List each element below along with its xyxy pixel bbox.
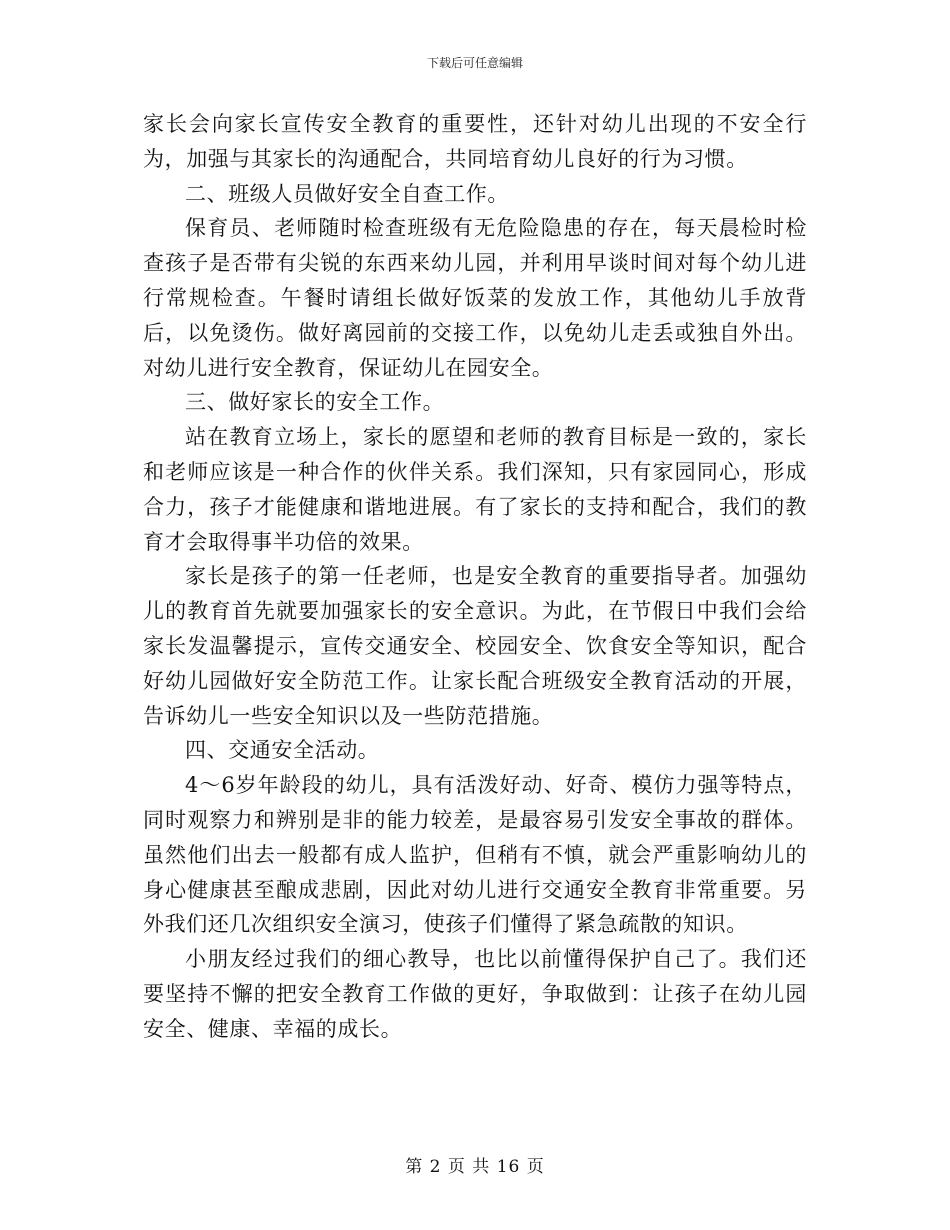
paragraph: 站在教育立场上，家长的愿望和老师的教育目标是一致的，家长和老师应该是一种合作的伙伴关系。我们深知，只有家园同心，形成合力，孩子才能健康和谐地进展。有了家长的支持和配合，我们的教育才会取得事半功倍的效果。 xyxy=(143,425,807,554)
paragraph: 小朋友经过我们的细心教导，也比以前懂得保护自己了。我们还要坚持不懈的把安全教育工作做的更好，争取做到：让孩子在幼儿园安全、健康、幸福的成长。 xyxy=(143,947,807,1041)
page-header: 下载后可任意编辑 xyxy=(426,56,523,70)
page-footer: 第 2 页 共 16 页 xyxy=(405,1157,545,1177)
document-body xyxy=(143,107,807,1047)
paragraph: 家长是孩子的第一任老师，也是安全教育的重要指导者。加强幼儿的教育首先就要加强家长的安全意识。为此，在节假日中我们会给家长发温馨提示，宣传交通安全、校园安全、饮食安全等知识，配合好幼儿园做好安全防范工作。让家长配合班级安全教育活动的开展，告诉幼儿一些安全知识以及一些防范措施。 xyxy=(143,564,807,728)
paragraph: 保育员、老师随时检查班级有无危险隐患的存在，每天晨检时检查孩子是否带有尖锐的东西来幼儿园，并利用早谈时间对每个幼儿进行常规检查。午餐时请组长做好饭菜的发放工作，其他幼儿手放背后，以免烫伤。做好离园前的交接工作，以免幼儿走丢或独自外出。对幼儿进行安全教育，保证幼儿在园安全。 xyxy=(143,216,807,380)
section-heading-2: 二、班级人员做好安全自查工作。 xyxy=(185,181,509,206)
paragraph: 4～6岁年龄段的幼儿，具有活泼好动、好奇、模仿力强等特点，同时观察力和辨别是非的能力较差，是最容易引发安全事故的群体。虽然他们出去一般都有成人监护，但稍有不慎，就会严重影响幼儿的身心健康甚至酿成悲剧，因此对幼儿进行交通安全教育非常重要。另外我们还几次组织安全演习，使孩子们懂得了紧急疏散的知识。 xyxy=(143,773,807,937)
paragraph-continuation: 家长会向家长宣传安全教育的重要性，还针对幼儿出现的不安全行为，加强与其家长的沟通配合，共同培育幼儿良好的行为习惯。 xyxy=(143,112,807,171)
section-heading-3: 三、做好家长的安全工作。 xyxy=(185,390,445,415)
section-heading-4: 四、交通安全活动。 xyxy=(185,738,380,763)
